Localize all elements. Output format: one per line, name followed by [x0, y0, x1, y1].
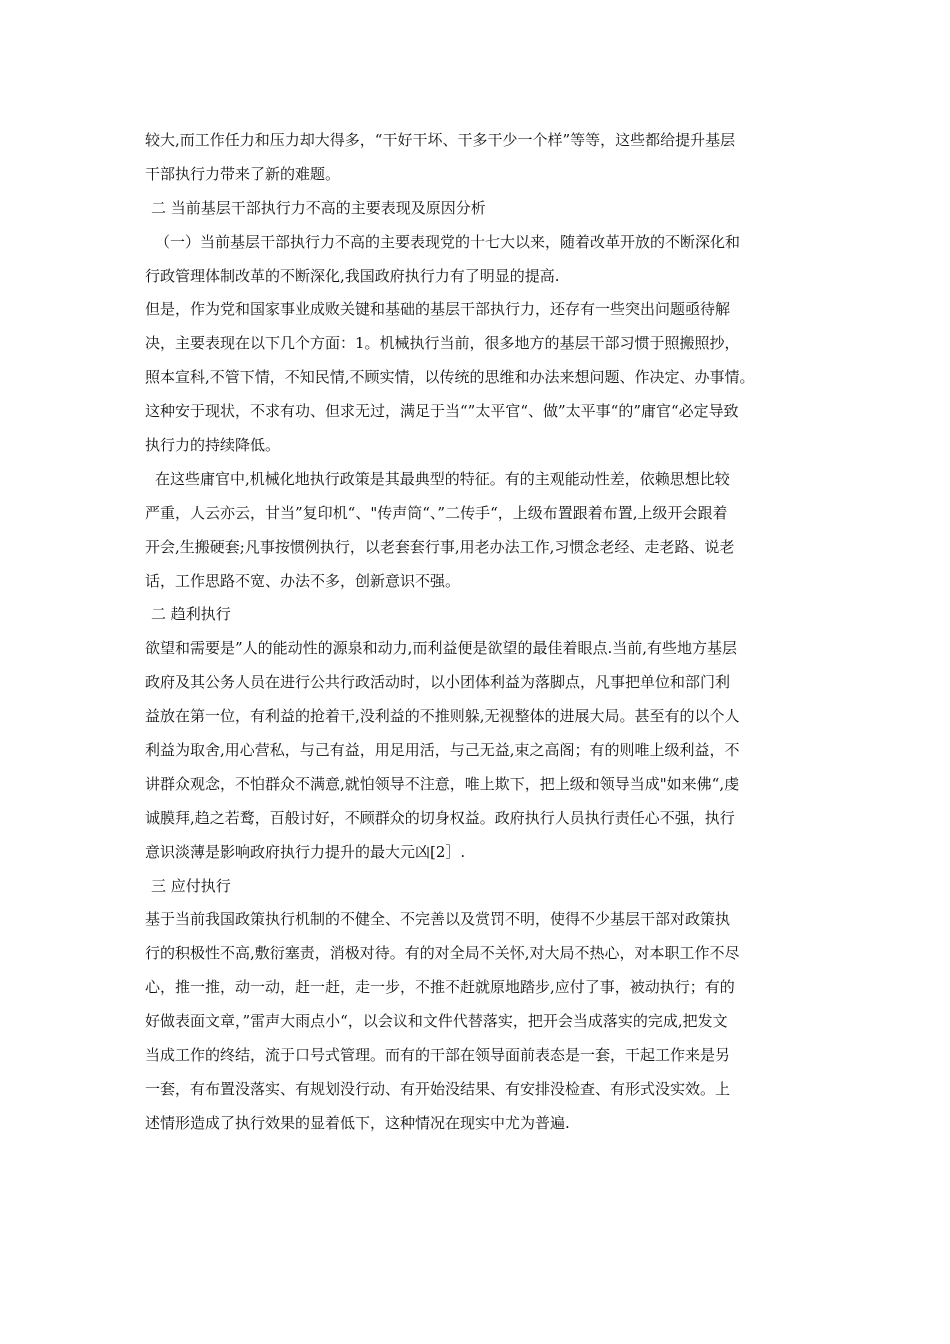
paragraph-line: 一套，有布置没落实、有规划没行动、有开始没结果、有安排没检查、有形式没实效。上	[145, 1079, 731, 1098]
paragraph-line: 但是，作为党和国家事业成败关键和基础的基层干部执行力，还存有一些突出问题亟待解	[145, 300, 731, 319]
paragraph-line: 当成工作的终结，流于口号式管理。而有的干部在领导面前表态是一套，干起工作来是另	[145, 1046, 731, 1065]
paragraph-line: 讲群众观念，不怕群众不满意,就怕领导不注意，唯上欺下，把上级和领导当成"如来佛“,虔	[145, 774, 740, 793]
paragraph-line: 决，主要表现在以下几个方面：1。机械执行当前，很多地方的基层干部习惯于照搬照抄，	[145, 334, 740, 353]
paragraph-line: 较大,而工作任力和压力却大得多，“干好干坏、干多干少一个样”等等，这些都给提升基层	[145, 131, 736, 149]
paragraph-line: 政府及其公务人员在进行公共行政活动时，以小团体利益为落脚点，凡事把单位和部门利	[145, 673, 731, 692]
paragraph-line: 意识淡薄是影响政府执行力提升的最大元凶[2］.	[145, 842, 466, 861]
section-heading: 二 当前基层干部执行力不高的主要表现及原因分析	[151, 198, 486, 217]
paragraph-line: 照本宣科,不管下情，不知民情,不顾实情，以传统的思维和办法来想问题、作决定、办事情。	[145, 368, 755, 387]
paragraph-line: 诚膜拜,趋之若鹜，百般讨好，不顾群众的切身权益。政府执行人员执行责任心不强，执行	[145, 808, 735, 827]
paragraph-line: 开会,生搬硬套;凡事按惯例执行，以老套套行事,用老办法工作,习惯念老经、走老路、说老	[145, 537, 735, 556]
paragraph-line: 好做表面文章，”雷声大雨点小“，以会议和文件代替落实，把开会当成落实的完成,把发文	[145, 1012, 728, 1031]
paragraph-line: 述情形造成了执行效果的显着低下，这种情况在现实中尤为普遍.	[145, 1113, 570, 1132]
paragraph-line: 行政管理体制改革的不断深化,我国政府执行力有了明显的提高.	[145, 266, 560, 285]
document-body	[145, 124, 825, 1141]
paragraph-line: 严重，人云亦云，甘当”复印机“、"传声筒“、”二传手“，上级布置跟着布置,上级开会跟着	[145, 503, 728, 522]
paragraph-line: 在这些庸官中,机械化地执行政策是其最典型的特征。有的主观能动性差，依赖思想比较	[155, 469, 730, 488]
paragraph-line: 这种安于现状，不求有功、但求无过，满足于当“”太平官“、做”太平事“的”庸官“必定导致	[145, 402, 739, 421]
paragraph-line: 执行力的持续降低。	[145, 436, 281, 455]
paragraph-line: 行的积极性不高,敷衍塞责，消极对待。有的对全局不关怀,对大局不热心，对本职工作不尽	[145, 944, 740, 963]
paragraph-line: 基于当前我国政策执行机制的不健全、不完善以及赏罚不明，使得不少基层干部对政策执	[145, 910, 731, 929]
paragraph-line: 干部执行力带来了新的难题。	[145, 164, 341, 183]
paragraph-line: 欲望和需要是”人的能动性的源泉和动力,而利益便是欲望的最佳着眼点.当前,有些地方基层	[145, 639, 737, 658]
paragraph-line: 心，推一推，动一动，赶一赶，走一步，不推不赶就原地踏步,应付了事，被动执行；有的	[145, 978, 735, 997]
paragraph-line: 利益为取舍,用心营私，与己有益，用足用活，与己无益,束之高阁；有的则唯上级利益，不	[145, 741, 740, 760]
section-heading: 三 应付执行	[151, 876, 231, 895]
paragraph-line: （一）当前基层干部执行力不高的主要表现党的十七大以来，随着改革开放的不断深化和	[155, 232, 741, 251]
section-heading: 二 趋利执行	[151, 605, 231, 624]
paragraph-line: 话，工作思路不宽、办法不多，创新意识不强。	[145, 571, 461, 590]
paragraph-line: 益放在第一位，有利益的抢着干,没利益的不推则躲,无视整体的进展大局。甚至有的以个人	[145, 707, 740, 726]
